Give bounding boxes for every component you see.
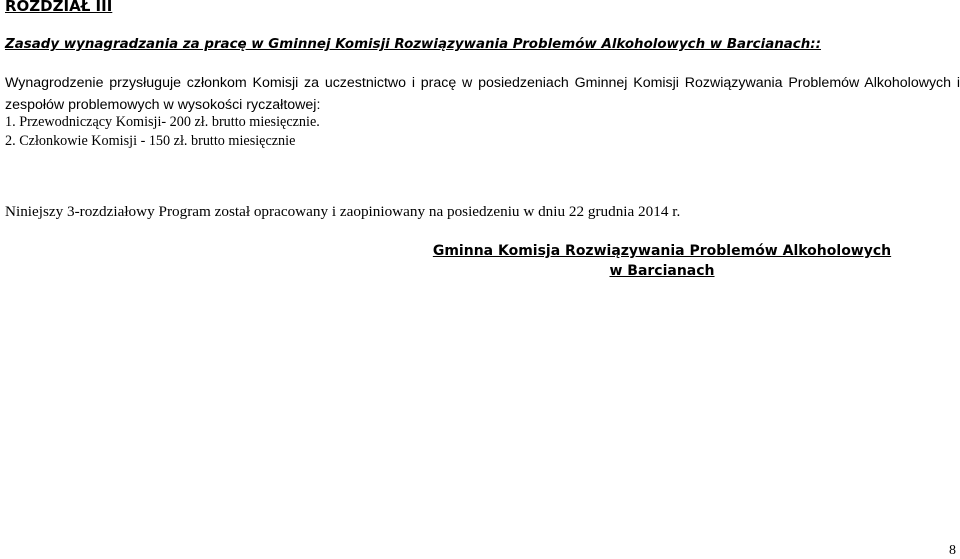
page-number: 8 [949,543,956,558]
section-title: Zasady wynagradzania za pracę w Gminnej Komisji Rozwiązywania Problemów Alkoholowych w Barcianach:: [5,37,821,52]
remuneration-paragraph: Wynagrodzenie przysługuje członkom Komisji za uczestnictwo i pracę w posiedzeniach Gminnej Komisji Rozwiązywania Problemów Alkoholowych i zespołów problemowych w wysokości ryczałtowej: [5,75,960,113]
chapter-title: ROZDZIAŁ III [5,0,113,15]
signature-block [420,241,904,281]
list-item: 1. Przewodniczący Komisji- 200 zł. brutto miesięcznie. [5,114,320,130]
list-item: 2. Członkowie Komisji - 150 zł. brutto miesięcznie [5,133,296,149]
signature-line-1: Gminna Komisja Rozwiązywania Problemów Alkoholowych [432,243,892,259]
remuneration-list [5,113,320,151]
closing-statement: Niniejszy 3-rozdziałowy Program został opracowany i zaopiniowany na posiedzeniu w dniu 22 grudnia 2014 r. [5,203,681,220]
signature-line-2: w Barcianach [609,263,715,279]
